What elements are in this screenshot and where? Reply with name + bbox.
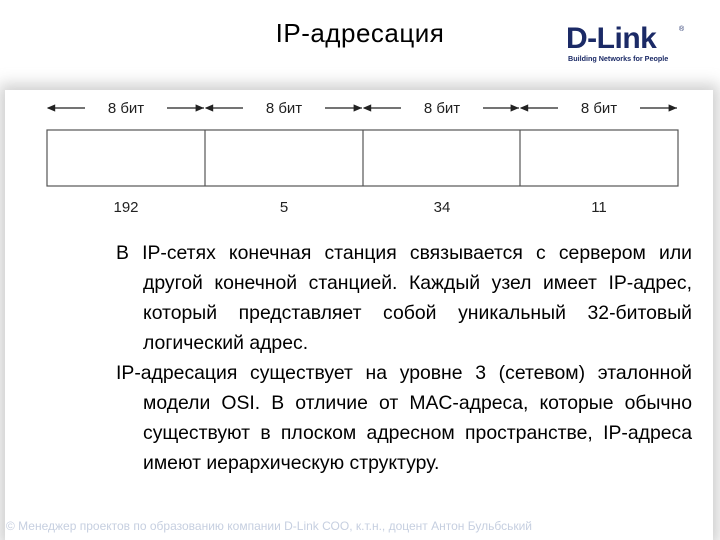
paragraph-endpoint: В IP-сетях конечная станция связывается с сервером или другой конечной станцией. Каждый узел имеет IP-адрес, который представляет собой уникальный 32-битовый логический адрес. [116, 242, 692, 354]
paragraph-osi-layer: IP-адресация существует на уровне 3 (сетевом) эталонной модели OSI. В отличие от MAC-адреса, которые обычно существуют в плоском адресном пространстве, IP-адреса имеют иерархическую структуру. [116, 362, 692, 474]
octet-value: 192 [113, 199, 139, 216]
bit-width-label: 8 бит [580, 100, 618, 117]
octet-value: 5 [279, 199, 289, 216]
bit-width-label: 8 бит [107, 100, 145, 117]
body-text [116, 238, 692, 478]
octet-value: 11 [591, 199, 607, 216]
bit-width-label: 8 бит [423, 100, 461, 117]
ip-octet-diagram [0, 0, 720, 230]
footer-credit: © Менеджер проектов по образованию компании D-Link СОО, к.т.н., доцент Антон Бульбський [6, 519, 532, 533]
octet-value: 34 [433, 199, 451, 216]
logo-registered-mark: ® [679, 26, 685, 33]
logo-tagline: Building Networks for People [568, 54, 669, 63]
slide-title: IP-адресация [275, 18, 445, 48]
logo-brand: D-Link [566, 22, 657, 55]
bit-width-label: 8 бит [265, 100, 303, 117]
